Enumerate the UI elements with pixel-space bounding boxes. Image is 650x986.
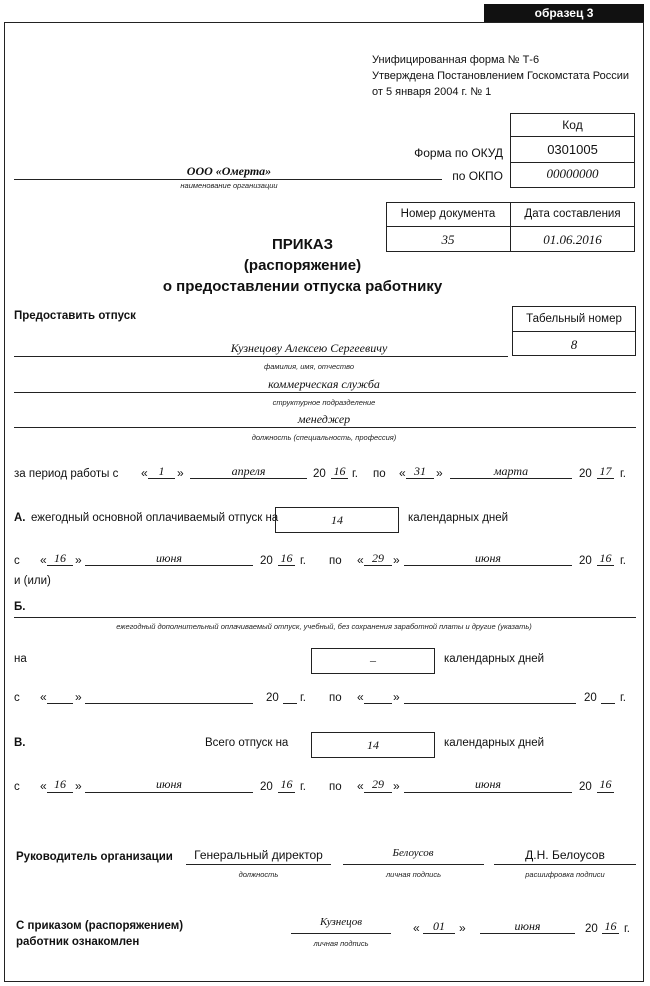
section-v-label: Всего отпуск на: [205, 737, 289, 749]
period-to-month: марта: [493, 464, 529, 478]
department-caption: структурное подразделение: [272, 398, 376, 407]
section-a-to-month: июня: [475, 551, 501, 565]
ack-line-2: работник ознакомлен: [16, 936, 140, 948]
department: коммерческая служба: [268, 377, 380, 391]
period-label: за период работы с: [14, 468, 119, 480]
position-caption: должность (специальность, профессия): [251, 433, 397, 442]
employee-name: Кузнецову Алексею Сергеевичу: [230, 341, 388, 355]
section-v-to-day: 29: [372, 777, 384, 791]
head-position-caption: должность: [238, 870, 279, 879]
section-a-from-month: июня: [156, 551, 182, 565]
section-a-from-day: 16: [54, 551, 66, 565]
okud-label: Форма по ОКУД: [414, 146, 503, 160]
tab-number-header: Табельный номер: [526, 313, 622, 325]
sample-badge: образец 3: [484, 4, 644, 22]
period-from-day: 1: [158, 464, 165, 478]
code-header: Код: [562, 118, 583, 132]
head-signature-caption: личная подпись: [385, 870, 442, 879]
doc-number-header: Номер документа: [400, 208, 496, 220]
grant-label: Предоставить отпуск: [14, 310, 136, 322]
ack-day: 01: [433, 919, 445, 933]
title-line-1: ПРИКАЗ: [272, 236, 333, 253]
section-v-to-month: июня: [475, 777, 501, 791]
header-line-2: Утверждена Постановлением Госкомстата России: [372, 70, 630, 82]
doc-date-header: Дата составления: [524, 208, 621, 220]
period-to-day: 31: [414, 464, 426, 478]
section-b-days-label: календарных дней: [444, 653, 545, 665]
employee-name-caption: фамилия, имя, отчество: [263, 362, 355, 371]
section-v-to-year: 16: [599, 777, 612, 791]
section-a-from-year: 16: [280, 551, 293, 565]
ack-label: [16, 918, 183, 950]
section-v-from-day: 16: [54, 777, 66, 791]
title-line-3: о предоставлении отпуска работнику: [162, 278, 443, 295]
org-name: ООО «Омерта»: [186, 164, 272, 178]
header-line-1: Унифицированная форма № Т-6: [372, 54, 540, 66]
okud-value: 0301005: [547, 142, 598, 157]
head-decode-caption: расшифровка подписи: [525, 870, 605, 879]
section-a-label: ежегодный основной оплачиваемый отпуск на: [31, 512, 279, 524]
section-a-days: 14: [331, 513, 343, 527]
period-to-year: 17: [599, 464, 612, 478]
doc-date: 01.06.2016: [543, 232, 602, 247]
section-v-letter: В.: [14, 737, 26, 749]
okpo-value: 00000000: [546, 166, 599, 181]
ack-signature: Кузнецов: [319, 916, 363, 928]
and-or-label: и (или): [14, 575, 51, 587]
ack-month: июня: [514, 919, 541, 933]
org-caption: наименование организации: [180, 181, 278, 190]
page-title: [100, 234, 505, 297]
section-v-from-month: июня: [156, 777, 182, 791]
title-line-2: (распоряжение): [243, 257, 362, 274]
head-decode: Д.Н. Белоусов: [525, 848, 605, 862]
head-label: Руководитель организации: [16, 851, 173, 863]
ack-line-1: С приказом (распоряжением): [16, 920, 184, 932]
ack-signature-caption: личная подпись: [313, 939, 369, 948]
head-signature: Белоусов: [392, 847, 434, 859]
section-v-days-label: календарных дней: [444, 737, 545, 749]
section-a-to-year: 16: [599, 551, 612, 565]
ack-year: 16: [604, 919, 617, 933]
section-a-to-day: 29: [372, 551, 384, 565]
form-header: [372, 52, 629, 100]
section-a-days-label: календарных дней: [408, 512, 509, 524]
section-b-letter: Б.: [14, 601, 26, 613]
position: менеджер: [297, 412, 351, 426]
doc-number: 35: [441, 232, 455, 247]
section-b-caption: ежегодный дополнительный оплачиваемый отпуск, учебный, без сохранения заработной платы и другие (указать): [116, 622, 532, 631]
period-from-year: 16: [333, 464, 346, 478]
section-b-days: –: [370, 653, 376, 667]
section-v-from-year: 16: [280, 777, 293, 791]
header-line-3: от 5 января 2004 г. № 1: [372, 86, 492, 98]
section-v-days: 14: [367, 738, 379, 752]
tab-number-value: 8: [570, 337, 578, 352]
section-a-letter: А.: [14, 512, 26, 524]
head-position: Генеральный директор: [194, 848, 323, 862]
period-from-month: апреля: [231, 464, 266, 478]
okpo-label: по ОКПО: [452, 169, 503, 183]
